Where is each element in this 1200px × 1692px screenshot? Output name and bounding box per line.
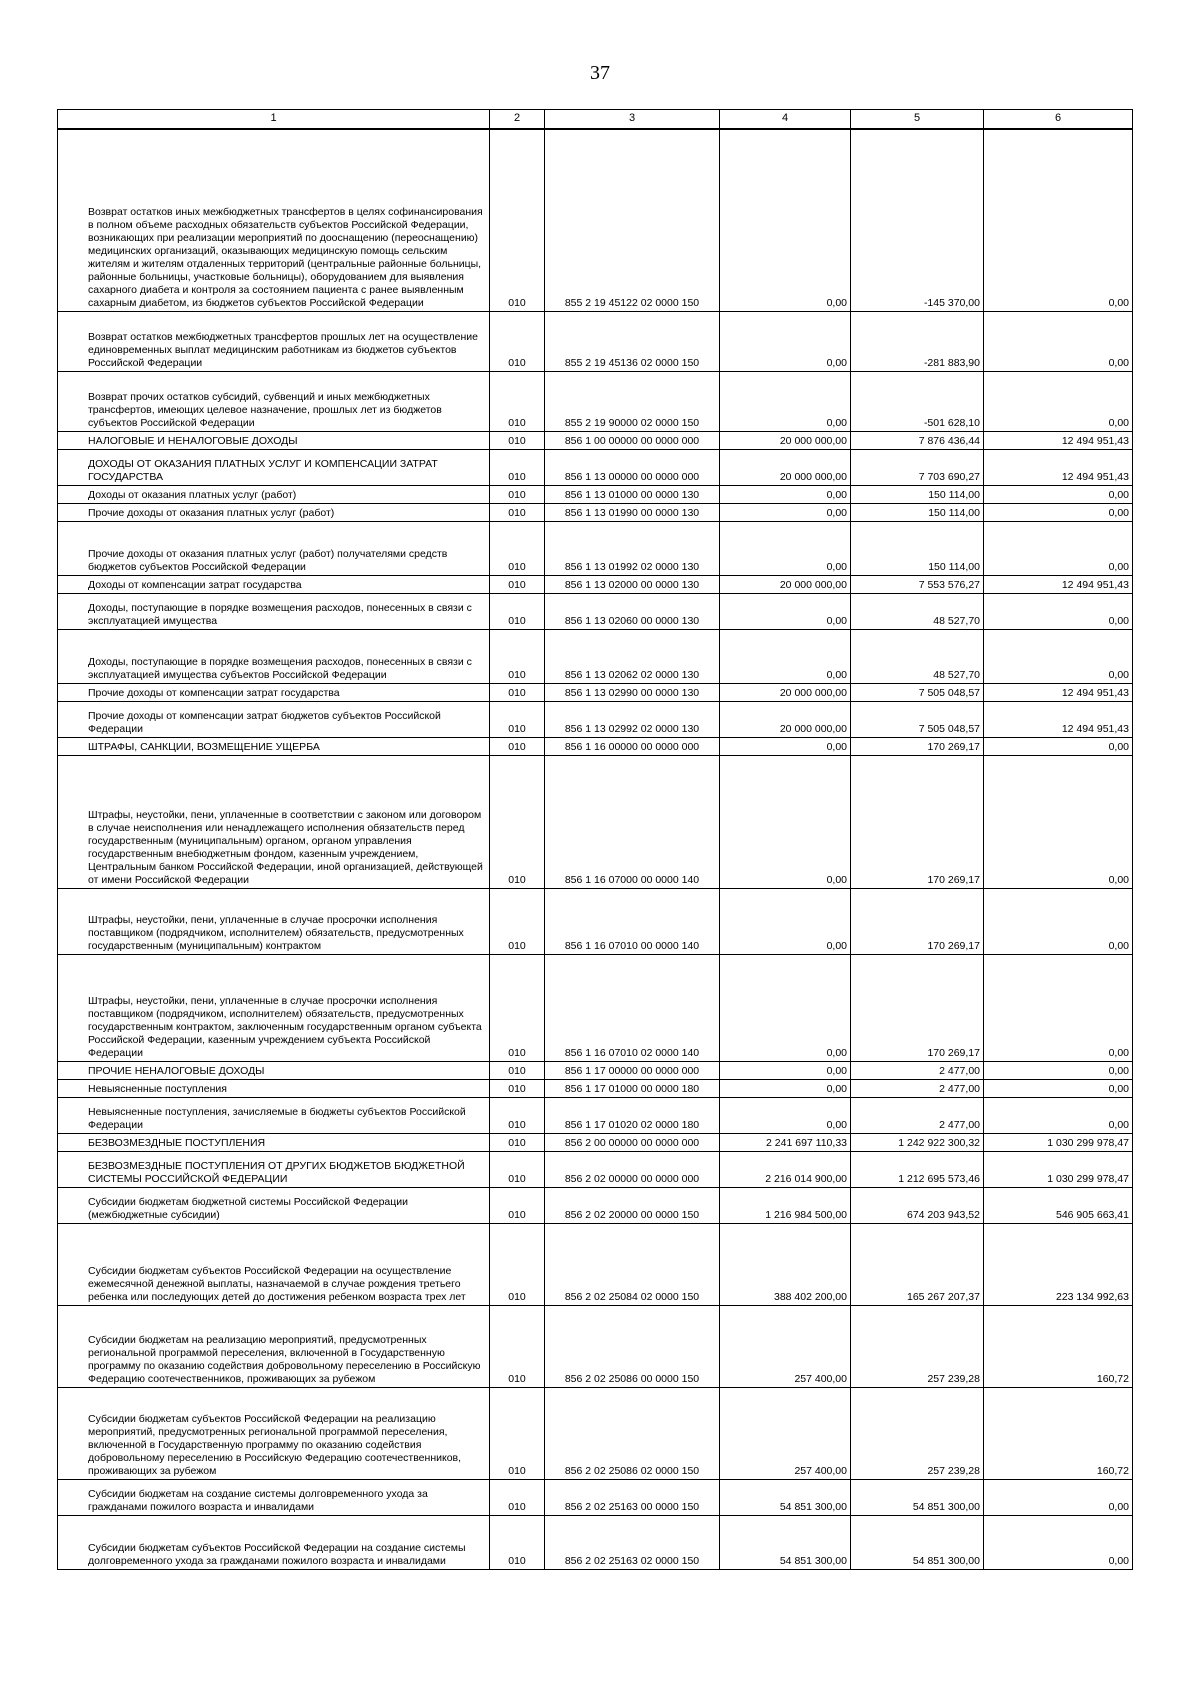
table-row [58, 575, 1133, 593]
row-unexecuted-cell: 0,00 [984, 485, 1133, 503]
row-unexecuted-cell: 0,00 [984, 371, 1133, 431]
row-unexecuted-cell: 12 494 951,43 [984, 575, 1133, 593]
row-name-cell: Штрафы, неустойки, пени, уплаченные в случае просрочки исполнения поставщиком (подрядчиком, исполнителем) обязательств, предусмотренных государственным контрактом, заключенным государственным органом субъекта Российской Федерации, казенным учреждением субъекта Российской Федерации [58, 954, 490, 1061]
row-code-cell: 010 [490, 683, 545, 701]
table-row [58, 1097, 1133, 1133]
row-name-cell: НАЛОГОВЫЕ И НЕНАЛОГОВЫЕ ДОХОДЫ [58, 431, 490, 449]
row-kbk-cell: 856 1 16 07010 00 0000 140 [545, 888, 720, 954]
row-executed-cell: 1 242 922 300,32 [851, 1133, 984, 1151]
row-executed-cell: -145 370,00 [851, 129, 984, 311]
row-plan-cell: 0,00 [720, 1061, 851, 1079]
row-unexecuted-cell: 1 030 299 978,47 [984, 1133, 1133, 1151]
row-name-cell: Доходы от компенсации затрат государства [58, 575, 490, 593]
row-kbk-cell: 856 2 02 25163 00 0000 150 [545, 1479, 720, 1515]
row-kbk-cell: 855 2 19 45136 02 0000 150 [545, 311, 720, 371]
row-name-cell: Доходы, поступающие в порядке возмещения расходов, понесенных в связи с эксплуатацией имущества [58, 593, 490, 629]
row-name-cell: Субсидии бюджетам бюджетной системы Российской Федерации (межбюджетные субсидии) [58, 1187, 490, 1223]
column-header: 6 [984, 110, 1133, 130]
row-plan-cell: 1 216 984 500,00 [720, 1187, 851, 1223]
row-code-cell: 010 [490, 888, 545, 954]
table-row [58, 1387, 1133, 1479]
row-kbk-cell: 856 1 13 02000 00 0000 130 [545, 575, 720, 593]
row-name-cell: Возврат остатков межбюджетных трансфертов прошлых лет на осуществление единовременных выплат медицинским работникам из бюджетов субъектов Российской Федерации [58, 311, 490, 371]
table-row [58, 1133, 1133, 1151]
row-plan-cell: 20 000 000,00 [720, 431, 851, 449]
row-code-cell: 010 [490, 737, 545, 755]
table-row [58, 431, 1133, 449]
row-unexecuted-cell: 0,00 [984, 129, 1133, 311]
table-row [58, 485, 1133, 503]
row-plan-cell: 257 400,00 [720, 1387, 851, 1479]
row-unexecuted-cell: 160,72 [984, 1305, 1133, 1387]
row-code-cell: 010 [490, 1187, 545, 1223]
row-name-cell: Субсидии бюджетам субъектов Российской Федерации на создание системы долговременного ухода за гражданами пожилого возраста и инвалидами [58, 1515, 490, 1569]
table-row [58, 1515, 1133, 1569]
row-unexecuted-cell: 12 494 951,43 [984, 431, 1133, 449]
row-kbk-cell: 856 2 02 00000 00 0000 000 [545, 1151, 720, 1187]
row-executed-cell: 48 527,70 [851, 629, 984, 683]
row-unexecuted-cell: 12 494 951,43 [984, 449, 1133, 485]
row-name-cell: Штрафы, неустойки, пени, уплаченные в соответствии с законом или договором в случае неисполнения или ненадлежащего исполнения обязательств перед государственным (муниципальным) органом, органом управления государственным внебюджетным фондом, казенным учреждением, Центральным банком Российской Федерации, иной организацией, действующей от имени Российской Федерации [58, 755, 490, 888]
table-row [58, 737, 1133, 755]
row-code-cell: 010 [490, 1387, 545, 1479]
row-code-cell: 010 [490, 1133, 545, 1151]
row-kbk-cell: 856 1 13 01992 02 0000 130 [545, 521, 720, 575]
row-code-cell: 010 [490, 701, 545, 737]
row-plan-cell: 2 216 014 900,00 [720, 1151, 851, 1187]
row-unexecuted-cell: 0,00 [984, 1515, 1133, 1569]
row-code-cell: 010 [490, 1223, 545, 1305]
row-name-cell: Прочие доходы от компенсации затрат бюджетов субъектов Российской Федерации [58, 701, 490, 737]
row-name-cell: Доходы, поступающие в порядке возмещения расходов, понесенных в связи с эксплуатацией имущества субъектов Российской Федерации [58, 629, 490, 683]
row-kbk-cell: 856 1 13 01990 00 0000 130 [545, 503, 720, 521]
row-code-cell: 010 [490, 629, 545, 683]
row-name-cell: Субсидии бюджетам на реализацию мероприятий, предусмотренных региональной программой переселения, включенной в Государственную программу по оказанию содействия добровольному переселению в Российскую Федерацию соотечественников, проживающих за рубежом [58, 1305, 490, 1387]
row-name-cell: ШТРАФЫ, САНКЦИИ, ВОЗМЕЩЕНИЕ УЩЕРБА [58, 737, 490, 755]
row-name-cell: Возврат прочих остатков субсидий, субвенций и иных межбюджетных трансфертов, имеющих целевое назначение, прошлых лет из бюджетов субъектов Российской Федерации [58, 371, 490, 431]
row-plan-cell: 0,00 [720, 503, 851, 521]
table-row [58, 1079, 1133, 1097]
row-plan-cell: 0,00 [720, 129, 851, 311]
row-plan-cell: 0,00 [720, 521, 851, 575]
row-unexecuted-cell: 0,00 [984, 593, 1133, 629]
row-executed-cell: 54 851 300,00 [851, 1515, 984, 1569]
row-plan-cell: 257 400,00 [720, 1305, 851, 1387]
row-executed-cell: 7 505 048,57 [851, 683, 984, 701]
row-plan-cell: 0,00 [720, 755, 851, 888]
row-unexecuted-cell: 223 134 992,63 [984, 1223, 1133, 1305]
table-row [58, 129, 1133, 311]
row-code-cell: 010 [490, 371, 545, 431]
row-executed-cell: 7 505 048,57 [851, 701, 984, 737]
table-row [58, 954, 1133, 1061]
row-executed-cell: -501 628,10 [851, 371, 984, 431]
row-unexecuted-cell: 0,00 [984, 1061, 1133, 1079]
table-row [58, 371, 1133, 431]
table-row [58, 1151, 1133, 1187]
row-plan-cell: 0,00 [720, 1079, 851, 1097]
row-plan-cell: 2 241 697 110,33 [720, 1133, 851, 1151]
row-plan-cell: 0,00 [720, 629, 851, 683]
row-name-cell: Невыясненные поступления, зачисляемые в бюджеты субъектов Российской Федерации [58, 1097, 490, 1133]
budget-revenue-table [57, 109, 1133, 1570]
row-kbk-cell: 856 1 13 00000 00 0000 000 [545, 449, 720, 485]
table-row [58, 888, 1133, 954]
row-code-cell: 010 [490, 521, 545, 575]
row-plan-cell: 20 000 000,00 [720, 575, 851, 593]
row-name-cell: ПРОЧИЕ НЕНАЛОГОВЫЕ ДОХОДЫ [58, 1061, 490, 1079]
row-plan-cell: 0,00 [720, 737, 851, 755]
row-kbk-cell: 855 2 19 90000 02 0000 150 [545, 371, 720, 431]
row-kbk-cell: 856 1 13 02060 00 0000 130 [545, 593, 720, 629]
row-executed-cell: 54 851 300,00 [851, 1479, 984, 1515]
row-unexecuted-cell: 0,00 [984, 311, 1133, 371]
table-row [58, 311, 1133, 371]
row-executed-cell: 150 114,00 [851, 503, 984, 521]
row-unexecuted-cell: 0,00 [984, 888, 1133, 954]
table-row [58, 629, 1133, 683]
row-plan-cell: 0,00 [720, 593, 851, 629]
table-row [58, 683, 1133, 701]
row-kbk-cell: 856 2 02 25163 02 0000 150 [545, 1515, 720, 1569]
row-unexecuted-cell: 1 030 299 978,47 [984, 1151, 1133, 1187]
row-executed-cell: 1 212 695 573,46 [851, 1151, 984, 1187]
row-kbk-cell: 856 1 17 01020 02 0000 180 [545, 1097, 720, 1133]
row-executed-cell: 257 239,28 [851, 1387, 984, 1479]
row-name-cell: Субсидии бюджетам субъектов Российской Федерации на осуществление ежемесячной денежной выплаты, назначаемой в случае рождения третьего ребенка или последующих детей до достижения ребенком возраста трех лет [58, 1223, 490, 1305]
row-code-cell: 010 [490, 449, 545, 485]
row-unexecuted-cell: 0,00 [984, 503, 1133, 521]
column-header: 1 [58, 110, 490, 130]
row-name-cell: ДОХОДЫ ОТ ОКАЗАНИЯ ПЛАТНЫХ УСЛУГ И КОМПЕНСАЦИИ ЗАТРАТ ГОСУДАРСТВА [58, 449, 490, 485]
row-executed-cell: 2 477,00 [851, 1061, 984, 1079]
row-plan-cell: 0,00 [720, 311, 851, 371]
row-code-cell: 010 [490, 1515, 545, 1569]
table-row [58, 503, 1133, 521]
row-executed-cell: 170 269,17 [851, 737, 984, 755]
table-row [58, 521, 1133, 575]
row-code-cell: 010 [490, 1479, 545, 1515]
row-name-cell: Субсидии бюджетам на создание системы долговременного ухода за гражданами пожилого возраста и инвалидами [58, 1479, 490, 1515]
row-code-cell: 010 [490, 503, 545, 521]
row-code-cell: 010 [490, 485, 545, 503]
row-unexecuted-cell: 0,00 [984, 1079, 1133, 1097]
row-plan-cell: 54 851 300,00 [720, 1515, 851, 1569]
row-kbk-cell: 856 1 00 00000 00 0000 000 [545, 431, 720, 449]
row-code-cell: 010 [490, 593, 545, 629]
row-executed-cell: 150 114,00 [851, 485, 984, 503]
row-plan-cell: 0,00 [720, 371, 851, 431]
row-unexecuted-cell: 160,72 [984, 1387, 1133, 1479]
row-kbk-cell: 856 2 02 20000 00 0000 150 [545, 1187, 720, 1223]
row-code-cell: 010 [490, 954, 545, 1061]
table-row [58, 449, 1133, 485]
row-unexecuted-cell: 0,00 [984, 629, 1133, 683]
table-row [58, 1479, 1133, 1515]
row-executed-cell: 48 527,70 [851, 593, 984, 629]
table-row [58, 593, 1133, 629]
row-code-cell: 010 [490, 755, 545, 888]
row-unexecuted-cell: 0,00 [984, 521, 1133, 575]
row-unexecuted-cell: 12 494 951,43 [984, 683, 1133, 701]
table-row [58, 1223, 1133, 1305]
row-unexecuted-cell: 0,00 [984, 755, 1133, 888]
row-code-cell: 010 [490, 311, 545, 371]
row-kbk-cell: 856 1 13 01000 00 0000 130 [545, 485, 720, 503]
row-kbk-cell: 856 1 16 07010 02 0000 140 [545, 954, 720, 1061]
table-row [58, 1305, 1133, 1387]
table-row [58, 1061, 1133, 1079]
row-code-cell: 010 [490, 129, 545, 311]
row-executed-cell: 7 553 576,27 [851, 575, 984, 593]
row-unexecuted-cell: 0,00 [984, 954, 1133, 1061]
row-executed-cell: 165 267 207,37 [851, 1223, 984, 1305]
page-number: 37 [590, 62, 610, 84]
row-kbk-cell: 856 1 16 00000 00 0000 000 [545, 737, 720, 755]
row-executed-cell: 150 114,00 [851, 521, 984, 575]
row-code-cell: 010 [490, 1097, 545, 1133]
row-executed-cell: 257 239,28 [851, 1305, 984, 1387]
row-name-cell: Возврат остатков иных межбюджетных трансфертов в целях софинансирования в полном объеме расходных обязательств субъектов Российской Федерации, возникающих при реализации мероприятий по дооснащению (переоснащению) медицинских организаций, оказывающих медицинскую помощь сельским жителям и жителям отдаленных территорий (центральные районные больницы, районные больницы, участковые больницы), оборудованием для выявления сахарного диабета и контроля за состоянием пациента с ранее выявленным сахарным диабетом, из бюджетов субъектов Российской Федерации [58, 129, 490, 311]
row-name-cell: БЕЗВОЗМЕЗДНЫЕ ПОСТУПЛЕНИЯ ОТ ДРУГИХ БЮДЖЕТОВ БЮДЖЕТНОЙ СИСТЕМЫ РОССИЙСКОЙ ФЕДЕРАЦИИ [58, 1151, 490, 1187]
row-plan-cell: 0,00 [720, 485, 851, 503]
row-kbk-cell: 856 1 13 02062 02 0000 130 [545, 629, 720, 683]
row-kbk-cell: 856 2 02 25084 02 0000 150 [545, 1223, 720, 1305]
row-unexecuted-cell: 0,00 [984, 1479, 1133, 1515]
row-executed-cell: 7 876 436,44 [851, 431, 984, 449]
row-plan-cell: 54 851 300,00 [720, 1479, 851, 1515]
row-kbk-cell: 856 2 02 25086 02 0000 150 [545, 1387, 720, 1479]
row-plan-cell: 388 402 200,00 [720, 1223, 851, 1305]
row-plan-cell: 20 000 000,00 [720, 449, 851, 485]
row-plan-cell: 20 000 000,00 [720, 701, 851, 737]
row-unexecuted-cell: 12 494 951,43 [984, 701, 1133, 737]
row-unexecuted-cell: 0,00 [984, 1097, 1133, 1133]
column-header: 3 [545, 110, 720, 130]
row-kbk-cell: 856 1 17 00000 00 0000 000 [545, 1061, 720, 1079]
row-code-cell: 010 [490, 1061, 545, 1079]
row-kbk-cell: 856 2 00 00000 00 0000 000 [545, 1133, 720, 1151]
row-code-cell: 010 [490, 431, 545, 449]
row-code-cell: 010 [490, 1079, 545, 1097]
row-code-cell: 010 [490, 575, 545, 593]
row-kbk-cell: 856 1 16 07000 00 0000 140 [545, 755, 720, 888]
row-code-cell: 010 [490, 1305, 545, 1387]
column-header: 2 [490, 110, 545, 130]
column-header: 5 [851, 110, 984, 130]
row-plan-cell: 0,00 [720, 1097, 851, 1133]
row-executed-cell: -281 883,90 [851, 311, 984, 371]
row-executed-cell: 7 703 690,27 [851, 449, 984, 485]
row-executed-cell: 170 269,17 [851, 954, 984, 1061]
row-name-cell: Доходы от оказания платных услуг (работ) [58, 485, 490, 503]
row-name-cell: Штрафы, неустойки, пени, уплаченные в случае просрочки исполнения поставщиком (подрядчиком, исполнителем) обязательств, предусмотренных государственным (муниципальным) контрактом [58, 888, 490, 954]
table-row [58, 701, 1133, 737]
row-name-cell: Невыясненные поступления [58, 1079, 490, 1097]
row-name-cell: Прочие доходы от оказания платных услуг (работ) [58, 503, 490, 521]
row-executed-cell: 2 477,00 [851, 1097, 984, 1133]
column-header: 4 [720, 110, 851, 130]
row-kbk-cell: 856 1 17 01000 00 0000 180 [545, 1079, 720, 1097]
row-unexecuted-cell: 0,00 [984, 737, 1133, 755]
row-name-cell: Прочие доходы от компенсации затрат государства [58, 683, 490, 701]
table-header-row [58, 110, 1133, 130]
row-plan-cell: 0,00 [720, 888, 851, 954]
row-plan-cell: 20 000 000,00 [720, 683, 851, 701]
row-kbk-cell: 856 1 13 02990 00 0000 130 [545, 683, 720, 701]
row-plan-cell: 0,00 [720, 954, 851, 1061]
row-kbk-cell: 855 2 19 45122 02 0000 150 [545, 129, 720, 311]
table-row [58, 1187, 1133, 1223]
row-name-cell: БЕЗВОЗМЕЗДНЫЕ ПОСТУПЛЕНИЯ [58, 1133, 490, 1151]
row-executed-cell: 674 203 943,52 [851, 1187, 984, 1223]
row-code-cell: 010 [490, 1151, 545, 1187]
row-name-cell: Прочие доходы от оказания платных услуг (работ) получателями средств бюджетов субъектов Российской Федерации [58, 521, 490, 575]
row-unexecuted-cell: 546 905 663,41 [984, 1187, 1133, 1223]
row-executed-cell: 170 269,17 [851, 755, 984, 888]
row-name-cell: Субсидии бюджетам субъектов Российской Федерации на реализацию мероприятий, предусмотренных региональной программой переселения, включенной в Государственную программу по оказанию содействия добровольному переселению в Российскую Федерацию соотечественников, проживающих за рубежом [58, 1387, 490, 1479]
table-row [58, 755, 1133, 888]
row-executed-cell: 170 269,17 [851, 888, 984, 954]
row-kbk-cell: 856 2 02 25086 00 0000 150 [545, 1305, 720, 1387]
row-kbk-cell: 856 1 13 02992 02 0000 130 [545, 701, 720, 737]
row-executed-cell: 2 477,00 [851, 1079, 984, 1097]
